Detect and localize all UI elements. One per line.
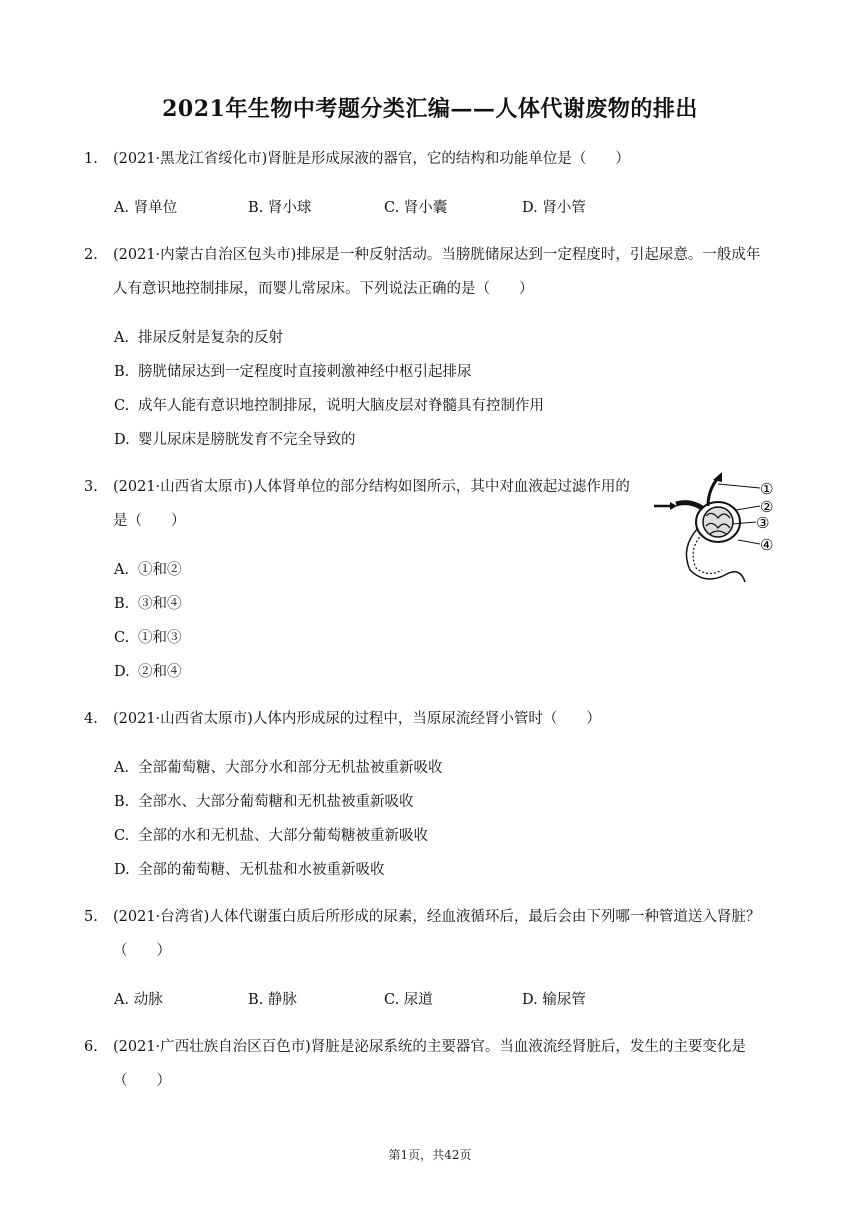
- option-d[interactable]: D. 全部的葡萄糖、无机盐和水被重新吸收: [114, 862, 385, 878]
- diagram-label-1: ①: [760, 480, 774, 498]
- option-b[interactable]: B. 肾小球: [248, 200, 312, 216]
- question-number: 1.: [84, 151, 98, 167]
- option-b[interactable]: B. ③和④: [114, 596, 182, 612]
- option-b[interactable]: B. 膀胱储尿达到一定程度时直接刺激神经中枢引起排尿: [114, 364, 472, 380]
- question-stem-cont: （ ）: [113, 943, 171, 959]
- question-1: [84, 142, 784, 176]
- option-d[interactable]: D. 婴儿尿床是膀胱发育不完全导致的: [114, 432, 356, 448]
- question-stem: (2021·山西省太原市)人体内形成尿的过程中，当原尿流经肾小管时（ ）: [113, 711, 601, 727]
- nephron-diagram: [650, 470, 780, 590]
- option-a[interactable]: A. 全部葡萄糖、大部分水和部分无机盐被重新吸收: [114, 760, 443, 776]
- option-d[interactable]: D. ②和④: [114, 664, 182, 680]
- question-4: [84, 702, 784, 736]
- question-number: 3.: [84, 479, 98, 495]
- option-a[interactable]: A. 排尿反射是复杂的反射: [114, 330, 283, 346]
- question-stem-cont: 人有意识地控制排尿，而婴儿常尿床。下列说法正确的是（ ）: [113, 281, 534, 297]
- question-number: 4.: [84, 711, 98, 727]
- option-d[interactable]: D. 肾小管: [522, 200, 586, 216]
- question-number: 5.: [84, 909, 98, 925]
- question-5: [84, 900, 784, 968]
- option-c[interactable]: C. 肾小囊: [384, 200, 448, 216]
- diagram-label-4: ④: [760, 536, 774, 554]
- question-stem-cont: （ ）: [113, 1073, 171, 1089]
- question-6: [84, 1030, 784, 1098]
- question-2: [84, 238, 784, 306]
- question-number: 2.: [84, 247, 98, 263]
- diagram-label-3: ③: [756, 514, 770, 532]
- option-c[interactable]: C. 尿道: [384, 992, 433, 1008]
- option-a[interactable]: A. 动脉: [114, 992, 163, 1008]
- diagram-label-2: ②: [760, 498, 774, 516]
- option-a[interactable]: A. ①和②: [114, 562, 182, 578]
- question-stem: (2021·广西壮族自治区百色市)肾脏是泌尿系统的主要器官。当血液流经肾脏后，发生的主要变化是: [113, 1039, 746, 1055]
- option-c[interactable]: C. 成年人能有意识地控制排尿，说明大脑皮层对脊髓具有控制作用: [114, 398, 544, 414]
- question-stem: (2021·山西省太原市)人体肾单位的部分结构如图所示，其中对血液起过滤作用的: [113, 479, 630, 495]
- question-stem: (2021·内蒙古自治区包头市)排尿是一种反射活动。当膀胱储尿达到一定程度时，引起尿意。一般成年: [113, 247, 761, 263]
- question-stem-cont: 是（ ）: [113, 513, 186, 529]
- option-b[interactable]: B. 全部水、大部分葡萄糖和无机盐被重新吸收: [114, 794, 414, 810]
- option-c[interactable]: C. 全部的水和无机盐、大部分葡萄糖被重新吸收: [114, 828, 428, 844]
- page-title: 2021年生物中考题分类汇编——人体代谢废物的排出: [162, 96, 698, 122]
- page-footer: 第1页，共42页: [388, 1148, 472, 1162]
- option-a[interactable]: A. 肾单位: [114, 200, 178, 216]
- option-c[interactable]: C. ①和③: [114, 630, 182, 646]
- question-stem: (2021·台湾省)人体代谢蛋白质后所形成的尿素，经血液循环后，最后会由下列哪一种管道送入肾脏？: [113, 909, 761, 925]
- question-number: 6.: [84, 1039, 98, 1055]
- question-3: [84, 470, 644, 538]
- option-d[interactable]: D. 输尿管: [522, 992, 586, 1008]
- option-b[interactable]: B. 静脉: [248, 992, 297, 1008]
- question-stem: (2021·黑龙江省绥化市)肾脏是形成尿液的器官，它的结构和功能单位是（ ）: [113, 151, 630, 167]
